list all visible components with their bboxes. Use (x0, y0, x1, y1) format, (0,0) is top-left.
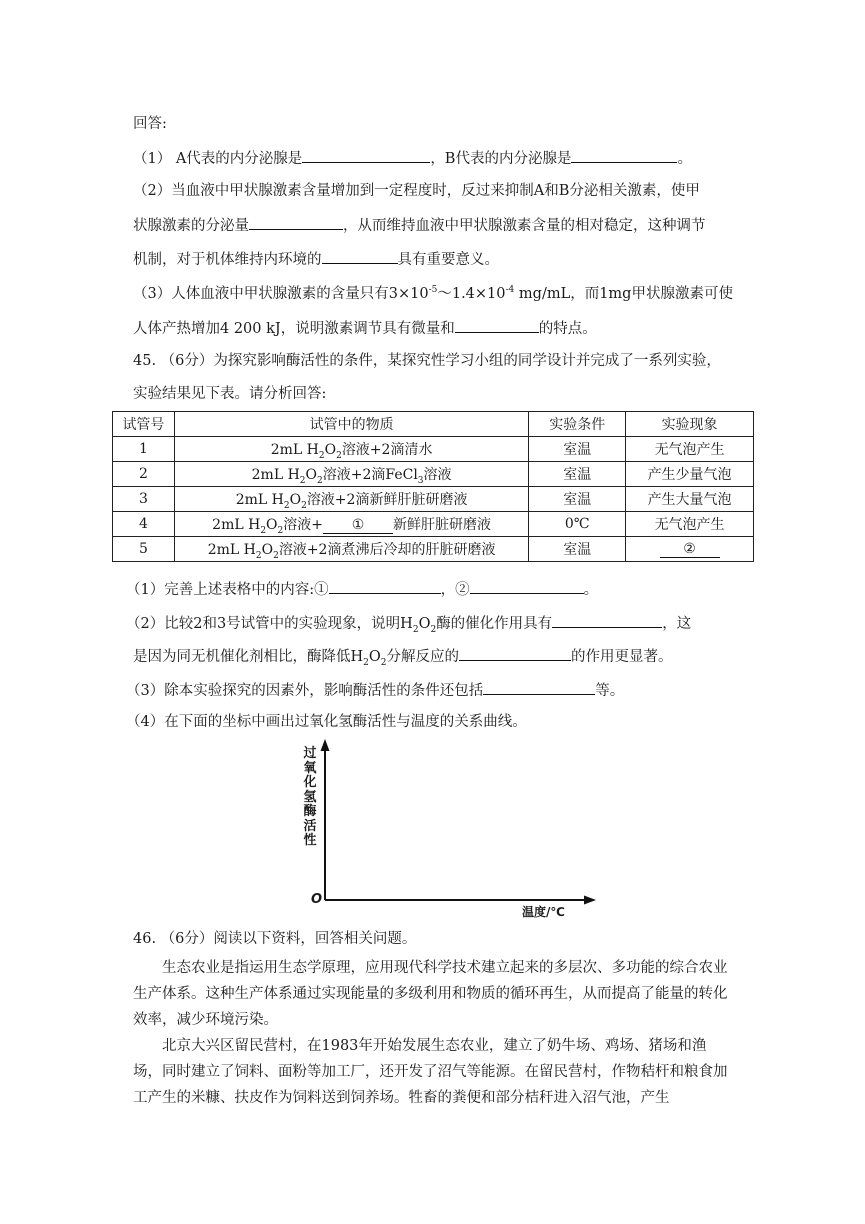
q45-sub2-line1 (126, 612, 691, 634)
answer-blank-1[interactable] (329, 578, 441, 594)
answer-blank-activation-energy[interactable] (459, 645, 571, 661)
q44-part2-line1: （2）当血液中甲状腺激素含量增加到一定程度时，反过来抑制A和B分泌相关激素，使甲 (133, 183, 700, 199)
table-row (113, 537, 754, 562)
q45-sub2-line2 (133, 645, 673, 667)
table-cell: 4 (113, 512, 175, 537)
table-cell: 产生少量气泡 (626, 462, 754, 487)
q44-part3-line2 (133, 317, 597, 339)
origin-label: O (311, 892, 323, 907)
column-header: 试管中的物质 (174, 412, 528, 437)
q44-part1 (133, 147, 692, 169)
subscript: 2 (412, 624, 419, 635)
subscript: 2 (430, 624, 437, 635)
q45-s2-text-g: 分解反应的 (386, 649, 460, 665)
table-cell: 2mL $H_2O_2$溶液+2滴FeCl$_3$溶液 (174, 462, 528, 487)
q45-heading-2: 实验结果见下表。请分析回答: (133, 386, 327, 402)
q45-sub1 (126, 578, 598, 600)
table-cell: 产生大量气泡 (626, 487, 754, 512)
answer-blank-a-gland[interactable] (302, 147, 430, 163)
q45-s2-text-a: （2）比较2和3号试管中的实验现象，说明H (126, 616, 413, 632)
q44-p3-text-e: 的特点。 (538, 321, 597, 337)
table-cell: 1 (113, 437, 175, 462)
q44-p3-text-d: 人体产热增加4 200 kJ，说明激素调节具有微量和 (133, 321, 455, 337)
table-cell: 3 (113, 487, 175, 512)
table-cell: 无气泡产生 (626, 512, 754, 537)
q45-s3-text-b: 等。 (595, 683, 625, 699)
y-axis-arrow-icon (321, 739, 330, 751)
q46-paragraph-1: 生态农业是指运用生态学原理，应用现代科学技术建立起来的多层次、多功能的综合农业生产体系。这种生产体系通过实现能量的多级利用和物质的循环再生，从而提高了能量的转化效率，减少环境污染。 (133, 960, 728, 1028)
table-cell: 5 (113, 537, 175, 562)
table-row (113, 437, 754, 462)
exponent: -4 (505, 285, 515, 296)
answer-blank-factors[interactable] (483, 679, 595, 695)
q45-sub3 (126, 679, 624, 701)
experiment-table (112, 411, 754, 562)
subscript: 2 (363, 657, 369, 668)
answer-blank-2[interactable] (470, 578, 584, 594)
x-axis-label: 温度/℃ (522, 905, 565, 919)
answer-blank-trait[interactable] (455, 317, 539, 333)
table-row (113, 487, 754, 512)
q44-part2-line3 (133, 248, 499, 270)
q44-p2-text-d: 机制，对于机体维持内环境的 (133, 252, 322, 268)
column-header: 实验条件 (529, 412, 626, 437)
answer-blank-b-gland[interactable] (571, 147, 677, 163)
q45-s2-text-b: O (418, 616, 431, 632)
column-header: 实验现象 (626, 412, 754, 437)
q44-p1-text-a: （1） A代表的内分泌腺是 (133, 151, 303, 167)
intro-text: 回答: (133, 116, 167, 132)
q44-p3-text-a: （3）人体血液中甲状腺激素的含量只有3×10 (133, 286, 429, 302)
q45-s2-text-d: ，这 (662, 616, 692, 632)
table-cell: 0℃ (529, 512, 626, 537)
q44-part2-line2 (133, 214, 706, 236)
x-axis-arrow-icon (584, 896, 596, 905)
q45-s2-text-c: 酶的催化作用具有 (436, 616, 553, 632)
q45-sub4: （4）在下面的坐标中画出过氧化氢酶活性与温度的关系曲线。 (126, 714, 527, 730)
table-cell: 2mL $H_2O_2$溶液+2滴新鲜肝脏研磨液 (174, 487, 528, 512)
q45-s3-text-a: （3）除本实验探究的因素外，影响酶活性的条件还包括 (126, 683, 484, 699)
y-axis-label: 过氧化氢酶活性 (303, 746, 317, 848)
subscript: 2 (380, 657, 387, 668)
table-cell: 2mL $H_2O_2$溶液+2滴煮沸后冷却的肝脏研磨液 (174, 537, 528, 562)
table-header-row (113, 412, 754, 437)
q44-p2-text-c: ，从而维持血液中甲状腺激素含量的相对稳定，这种调节 (343, 218, 706, 234)
q44-p2-text-e: 具有重要意义。 (397, 252, 499, 268)
q44-p1-text-b: ，B代表的内分泌腺是 (430, 151, 572, 167)
q46-heading: 46. （6分）阅读以下资料，回答相关问题。 (133, 931, 417, 947)
q44-p3-text-b: ～1.4×10 (437, 286, 506, 302)
exponent: -5 (428, 285, 438, 296)
table-cell: 2mL $H_2O_2$溶液+ ① 新鲜肝脏研磨液 (174, 512, 528, 537)
answer-blank-secretion[interactable] (249, 214, 343, 230)
table-cell: 室温 (529, 537, 626, 562)
blank-coordinate-axes[interactable] (300, 735, 600, 925)
table-cell: 室温 (529, 462, 626, 487)
table-cell: ② (626, 537, 754, 562)
table-cell: 2mL $H_2O_2$溶液+2滴清水 (174, 437, 528, 462)
q45-s1-text-b: ，② (440, 582, 470, 598)
q44-p1-text-c: 。 (677, 151, 692, 167)
q45-s2-text-f: O (368, 649, 381, 665)
table-cell: 无气泡产生 (626, 437, 754, 462)
table-cell: 室温 (529, 437, 626, 462)
answer-blank-catalysis[interactable] (552, 612, 662, 628)
q44-part3-line1 (133, 284, 733, 304)
table-cell: 2 (113, 462, 175, 487)
q45-heading: 45. （6分）为探究影响酶活性的条件，某探究性学习小组的同学设计并完成了一系列实验， (133, 353, 721, 369)
q45-s1-text-a: （1）完善上述表格中的内容:① (126, 582, 329, 598)
answer-blank-homeostasis[interactable] (322, 248, 398, 264)
table-cell: 室温 (529, 487, 626, 512)
q44-p2-text-b: 状腺激素的分泌量 (133, 218, 249, 234)
q45-s2-text-h: 的作用更显著。 (571, 649, 673, 665)
q45-s2-text-e: 是因为同无机催化剂相比，酶降低H (133, 649, 364, 665)
q45-s1-text-c: 。 (583, 582, 599, 598)
table-row (113, 512, 754, 537)
q44-p3-text-c: mg/mL，而1mg甲状腺激素可使 (514, 286, 733, 302)
table-row (113, 462, 754, 487)
column-header: 试管号 (113, 412, 175, 437)
q46-paragraph-2: 北京大兴区留民营村，在1983年开始发展生态农业，建立了奶牛场、鸡场、猪场和渔场，同时建立了饲料、面粉等加工厂，还开发了沼气等能源。在留民营村，作物秸杆和粮食加工产生的米糠、扶皮作为饲料送到饲养场。牲畜的粪便和部分桔秆进入沼气池，产生 (133, 1038, 728, 1106)
